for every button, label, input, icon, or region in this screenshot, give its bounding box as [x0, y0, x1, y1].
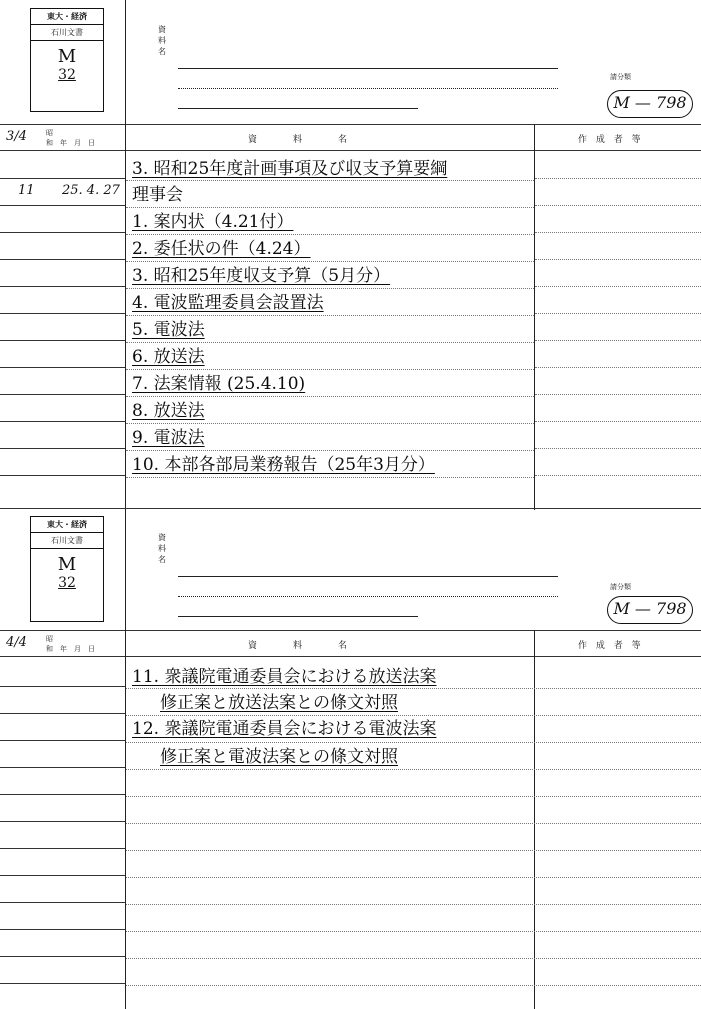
row-rule: [535, 259, 701, 260]
row-rule: [0, 448, 125, 449]
stamp-number: 32: [58, 575, 76, 591]
class-label: 請分類: [610, 73, 631, 81]
row-rule: [0, 286, 125, 287]
entry-line: 1. 案内状（4.21付）: [132, 212, 294, 232]
row-rule: [126, 369, 534, 370]
title-line-1: [178, 68, 558, 69]
name-column-header: 資 料 名: [248, 135, 354, 145]
entry-line: 11. 衆議院電通委員会における放送法案: [132, 667, 437, 687]
stamp-collection: 石川文書: [31, 533, 103, 549]
title-line-2: [178, 88, 558, 89]
entry-line: 6. 放送法: [132, 347, 205, 367]
title-line-2: [178, 596, 558, 597]
row-rule: [0, 508, 701, 509]
row-rule: [535, 475, 701, 476]
row-rule: [126, 823, 701, 824]
title-field-label: 資 料 名: [158, 533, 166, 564]
row-rule: [0, 232, 125, 233]
entry-number: 11: [18, 183, 35, 198]
stamp-code: M: [57, 46, 77, 67]
row-rule: [126, 931, 701, 932]
row-rule: [126, 477, 534, 478]
header-bottom-rule: [0, 150, 701, 151]
row-rule: [126, 261, 534, 262]
stamp-collection: 石川文書: [31, 25, 103, 41]
entry-line: 12. 衆議院電通委員会における電波法案: [132, 719, 437, 739]
entry-line: 理事会: [132, 185, 183, 205]
class-label: 請分類: [610, 583, 631, 591]
row-rule: [535, 340, 701, 341]
row-rule: [535, 448, 701, 449]
row-rule: [126, 450, 534, 451]
stamp-org: 東大・経済: [31, 517, 103, 533]
row-rule: [126, 715, 701, 716]
row-rule: [0, 848, 125, 849]
stamp-org: 東大・経済: [31, 9, 103, 25]
row-rule: [126, 904, 701, 905]
author-column-rule: [534, 124, 535, 510]
row-rule: [126, 315, 534, 316]
row-rule: [0, 875, 125, 876]
row-rule: [0, 740, 125, 741]
entry-line: 修正案と放送法案との條文対照: [160, 693, 398, 713]
row-rule: [0, 394, 125, 395]
entry-line: 3. 昭和25年度収支予算（5月分）: [132, 266, 391, 286]
header-top-rule: [0, 630, 701, 631]
stamp-code: M: [57, 554, 77, 575]
row-rule: [126, 342, 534, 343]
row-rule: [126, 850, 701, 851]
row-rule: [126, 288, 534, 289]
row-rule: [126, 985, 701, 986]
row-rule: [0, 713, 125, 714]
row-rule: [0, 821, 125, 822]
archive-stamp: [30, 516, 104, 622]
row-rule: [126, 396, 534, 397]
page-mark: 3/4: [6, 129, 27, 144]
title-line-3: [178, 616, 418, 617]
entry-line: 10. 本部各部局業務報告（25年3月分）: [132, 455, 435, 475]
row-rule: [0, 259, 125, 260]
title-line-3: [178, 108, 418, 109]
row-rule: [126, 688, 701, 689]
row-rule: [0, 205, 125, 206]
author-column-header: 作 成 者 等: [578, 641, 644, 651]
row-rule: [0, 340, 125, 341]
row-rule: [0, 983, 125, 984]
row-rule: [126, 180, 534, 181]
row-rule: [0, 686, 125, 687]
header-top-rule: [0, 124, 701, 125]
row-rule: [535, 394, 701, 395]
row-rule: [126, 877, 701, 878]
entry-line: 9. 電波法: [132, 428, 205, 448]
record-sheet-2: [0, 510, 701, 1009]
date-column-rule: [125, 510, 126, 1009]
class-number-oval: M — 798: [607, 90, 693, 118]
entry-line: 4. 電波監理委員会設置法: [132, 293, 324, 313]
row-rule: [126, 742, 701, 743]
row-rule: [126, 234, 534, 235]
row-rule: [535, 178, 701, 179]
row-rule: [126, 769, 701, 770]
name-column-header: 資 料 名: [248, 641, 354, 651]
entry-line: 5. 電波法: [132, 320, 205, 340]
row-rule: [0, 794, 125, 795]
row-rule: [126, 796, 701, 797]
class-number-oval: M — 798: [607, 596, 693, 624]
entry-line: 3. 昭和25年度計画事項及び収支予算要綱: [132, 159, 448, 179]
row-rule: [0, 313, 125, 314]
page-mark: 4/4: [6, 635, 27, 650]
row-rule: [535, 421, 701, 422]
entry-line: 2. 委任状の件（4.24）: [132, 239, 311, 259]
date-column-header: 昭 和 年 月 日: [46, 129, 95, 147]
entry-line: 修正案と電波法案との條文対照: [160, 747, 398, 767]
entry-line: 8. 放送法: [132, 401, 205, 421]
row-rule: [0, 929, 125, 930]
row-rule: [126, 958, 701, 959]
entry-line: 7. 法案情報 (25.4.10): [132, 374, 306, 394]
row-rule: [0, 475, 125, 476]
archive-stamp: [30, 8, 104, 112]
row-rule: [0, 421, 125, 422]
row-rule: [535, 286, 701, 287]
row-rule: [0, 178, 125, 179]
date-column-header: 昭 和 年 月 日: [46, 635, 95, 653]
row-rule: [126, 423, 534, 424]
stamp-number: 32: [58, 67, 76, 83]
row-rule: [126, 207, 534, 208]
author-column-rule: [534, 630, 535, 1009]
row-rule: [535, 205, 701, 206]
row-rule: [0, 902, 125, 903]
date-column-rule: [125, 0, 126, 510]
title-line-1: [178, 576, 558, 577]
row-rule: [535, 367, 701, 368]
row-rule: [0, 367, 125, 368]
row-rule: [0, 767, 125, 768]
title-field-label: 資 料 名: [158, 25, 166, 56]
row-rule: [535, 232, 701, 233]
author-column-header: 作 成 者 等: [578, 135, 644, 145]
entry-date: 25. 4. 27: [62, 183, 120, 198]
row-rule: [0, 956, 125, 957]
row-rule: [535, 313, 701, 314]
header-bottom-rule: [0, 656, 701, 657]
